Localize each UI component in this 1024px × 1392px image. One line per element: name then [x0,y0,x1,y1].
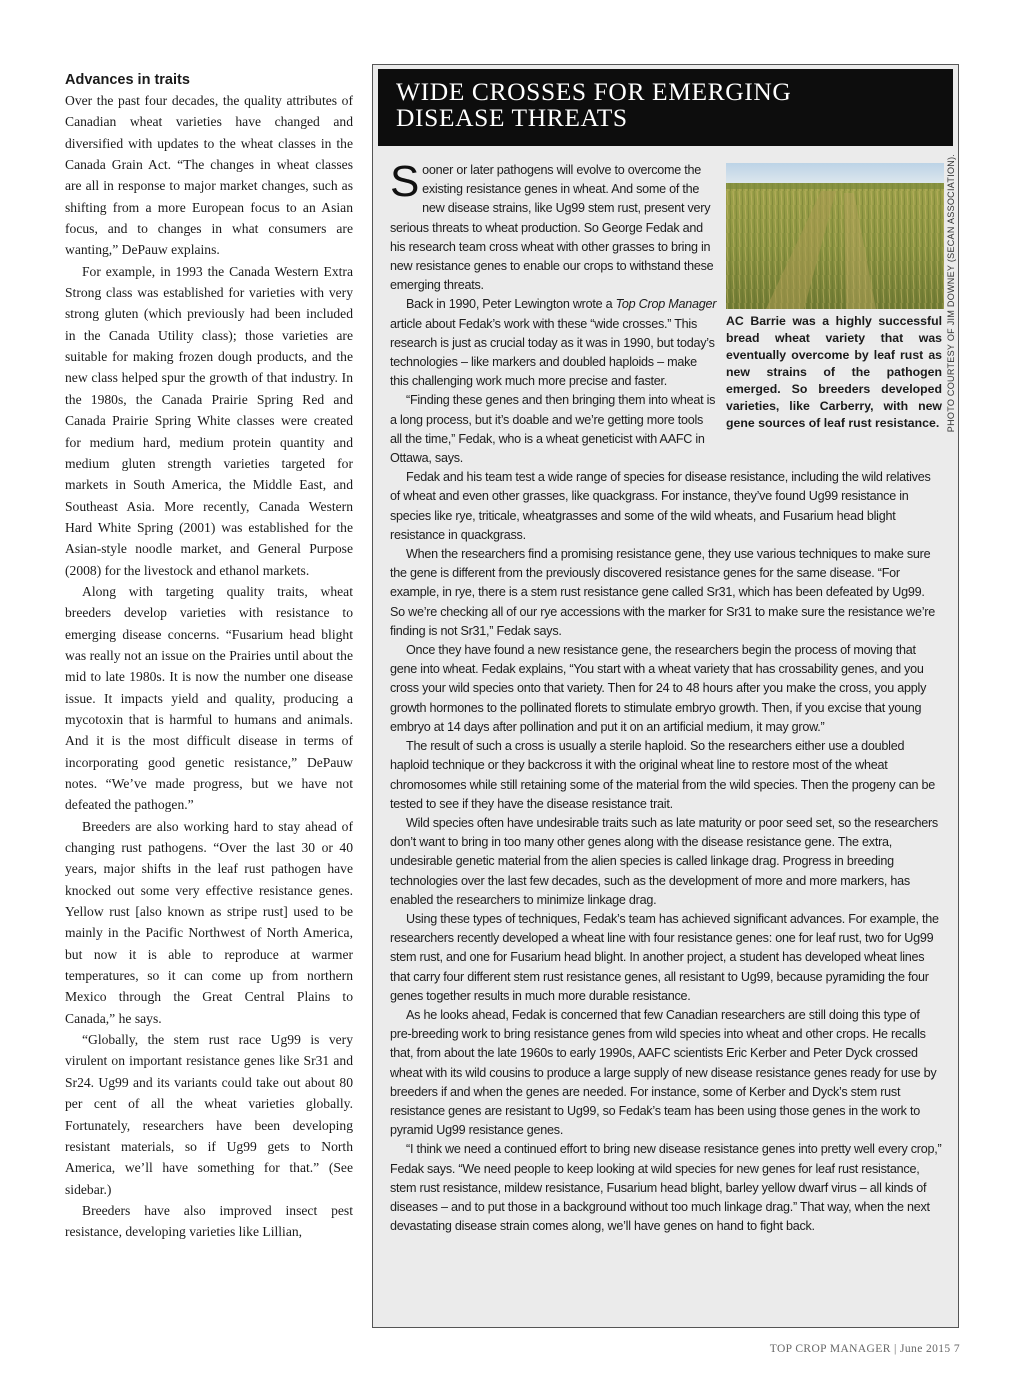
sidebar-box [372,64,959,1328]
page-footer: TOP CROP MANAGER | June 2015 7 [769,1343,960,1355]
sidebar-title-line1: WIDE CROSSES FOR EMERGING [396,77,792,106]
sidebar-paragraph: “Finding these genes and then bringing them into wheat is a long process, but it’s doable and we’re getting more tools all the time,” Fedak, who is a wheat geneticist with AAFC in Ottawa, says. [390,393,716,466]
photo-caption: AC Barrie was a highly successful bread wheat variety that was eventually overcome by leaf rust as new strains of the pathogen emerged. So breeders developed varieties, like Carberry, with new gene sources of leaf rust resistance. [726,314,942,430]
body-paragraph: Along with targeting quality traits, wheat breeders develop varieties with resistance to emerging disease concerns. “Fusarium head blight was really not an issue on the Prairies until about the mid to late 1980s. It is now the number one disease issue. It impacts yield and quality, producing a mycotoxin that is harmful to humans and animals. And it is the most difficult disease in terms of incorporating good genetic resistance,” DePauw notes. “We’ve made progress, but we have not defeated the pathogen.” [65,583,353,813]
sidebar-paragraph: Using these types of techniques, Fedak’s team has achieved significant advances. For example, the researchers recently developed a wheat line with four resistance genes: one for leaf rust, two for Ug99 stem rust, and one for Fusarium head blight. In another project, a student has developed wheat lines that carry four different stem rust resistance genes, all resistant to Ug99, because pyramiding the four genes together results in much more durable resistance. [390,911,939,1003]
publication-title: Top Crop Manager [615,297,717,312]
sidebar-paragraph: As he looks ahead, Fedak is concerned that few Canadian researchers are still doing this type of pre-breeding work to bring resistance genes from wild species into wheat and other crops. He recalls that, from about the late 1960s to early 1990s, AAFC scientists Eric Kerber and Peter Dyck crossed wheat with its wild cousins to produce a large supply of new disease resistance genes ready for use by breeders if and when the genes are needed. For instance, some of Kerber and Dyck’s stem rust resistance genes are resistant to Ug99, so Fedak’s team has been using those genes in the work to pyramid Ug99 resistance genes. [390,1007,937,1138]
photo-credit: PHOTO COURTESY OF JIM DOWNEY (SECAN ASSOCIATION). [946,153,956,433]
sidebar-paragraph: Once they have found a new resistance gene, the researchers begin the process of moving that gene into wheat. Fedak explains, “You start with a wheat variety that has crossability genes, and you cross your wild species onto that variety. Then for 24 to 48 hours after you make the cross, you apply growth hormones to the pollinated florets to stimulate embryo growth. Then, if you excise that young embryo at 14 days after pollination and put it on an artificial medium, it may grow.” [390,643,927,734]
body-paragraph: Breeders are also working hard to stay ahead of changing rust pathogens. “Over the last 30 or 40 years, major shifts in the leaf rust pathogen have knocked out some very effective resistance genes. Yellow rust [also known as stripe rust] used to be mainly in the Pacific Northwest of North America, but now it is able to reproduce at warmer temperatures, so it can come up from northern Mexico through the Great Central Plains to Canada,” he says. [65,818,353,1026]
sidebar-title-line2: DISEASE THREATS [396,103,628,132]
sidebar-lead-paragraph: Sooner or later pathogens will evolve to overcome the existing resistance genes in wheat. And some of the new disease strains, like Ug99 stem rust, present very serious threats to wheat production. So George Fedak and his research team cross wheat with other grasses to bring in new resistance genes to enable our crops to withstand these emerging threats. [390,157,714,293]
section-heading: Advances in traits [65,72,190,88]
sidebar-paragraph: Wild species often have undesirable traits such as late maturity or poor seed set, so the researchers don’t want to bring in too many other genes along with the disease resistance gene. The extra, undesirable genetic material from the alien species is called linkage drag. Progress in breeding technologies over the last few decades, such as the development of more and more markers, has enabled the researchers to minimize linkage drag. [390,815,938,907]
body-paragraph: Breeders have also improved insect pest resistance, developing varieties like Lillian, [65,1202,353,1240]
sidebar-paragraph: The result of such a cross is usually a sterile haploid. So the researchers either use a doubled haploid technique or they backcross it with the original wheat line to restore most of the wheat chromosomes while still retaining some of the material from the wild species. Then the progeny can be tested to see if they have the disease resistance trait. [390,739,936,811]
sidebar-title [396,79,953,131]
body-paragraph: For example, in 1993 the Canada Western Extra Strong class was established for varieties with very strong gluten (which previously had been included in the Canada Utility class); those varieties are suitable for making frozen dough products, and the new class helped spur the growth of that industry. In the 1980s, the Canada Prairie Spring Red and Canada Prairie Spring White classes were created for medium hard, medium protein quantity and medium gluten strength varieties targeted for markets in South America, the Middle East, and Southeast Asia. More recently, Canada Western Hard White Spring (2001) was established for the Asian-style noodle market, and General Purpose (2008) for the livestock and ethanol markets. [65,263,353,578]
wheat-field-photo [726,163,944,309]
body-paragraph: Over the past four decades, the quality attributes of Canadian wheat varieties have changed and diversified with updates to the wheat classes in the Canada Grain Act. “The changes in wheat classes are all in response to major market changes, such as shifting from a more European focus to an Asian focus, and to changes in what consumers are wanting,” DePauw explains. [65,93,353,258]
drop-cap: S [390,157,420,206]
body-paragraph: “Globally, the stem rust race Ug99 is very virulent on important resistance genes like Sr31 and Sr24. Ug99 and its variants could take out about 80 per cent of all the wheat varieties globally. Fortunately, researchers have been developing resistant materials, so if Ug99 gets to North America, we’ll have something for that.” (See sidebar.) [65,1032,353,1197]
left-column [65,70,353,1243]
sidebar-paragraph: “I think we need a continued effort to bring new disease resistance genes into pretty well every crop,” Fedak says. “We need people to keep looking at wild species for new genes for leaf rust resistance, stem rust resistance, mildew resistance, Fusarium head blight, barley yellow dwarf virus – all kinds of diseases – and to put those in a background without too much linkage drag.” That way, when the next devastating disease strain comes along, we’ll have genes on hand to fight back. [390,1142,942,1234]
sidebar-paragraph: Fedak and his team test a wide range of species for disease resistance, including the wild relatives of wheat and even other grasses, like quackgrass. For instance, they’ve found Ug99 resistance in species like rye, triticale, wheatgrasses and some of the wild wheats, and Fusarium head blight resistance in quackgrass. [390,470,931,542]
sidebar-title-bar [378,69,953,146]
sidebar-paragraph: Back in 1990, Peter Lewington wrote a Top Crop Manager article about Fedak’s work with these “wide crosses.” This research is just as crucial today as it was in 1990, but today’s technologies – like markers and doubled haploids – make this challenging work much more precise and faster. [390,297,717,389]
sidebar-paragraph: When the researchers find a promising resistance gene, they use various techniques to make sure the gene is different from the previously discovered resistance genes for the same disease. “For example, in rye, there is a stem rust resistance gene called Sr31, which has been defeated by Ug99. So we’re checking all of our rye accessions with the marker for Sr31 to make sure the resistance we’re finding is not Sr31,” Fedak says. [390,547,935,638]
